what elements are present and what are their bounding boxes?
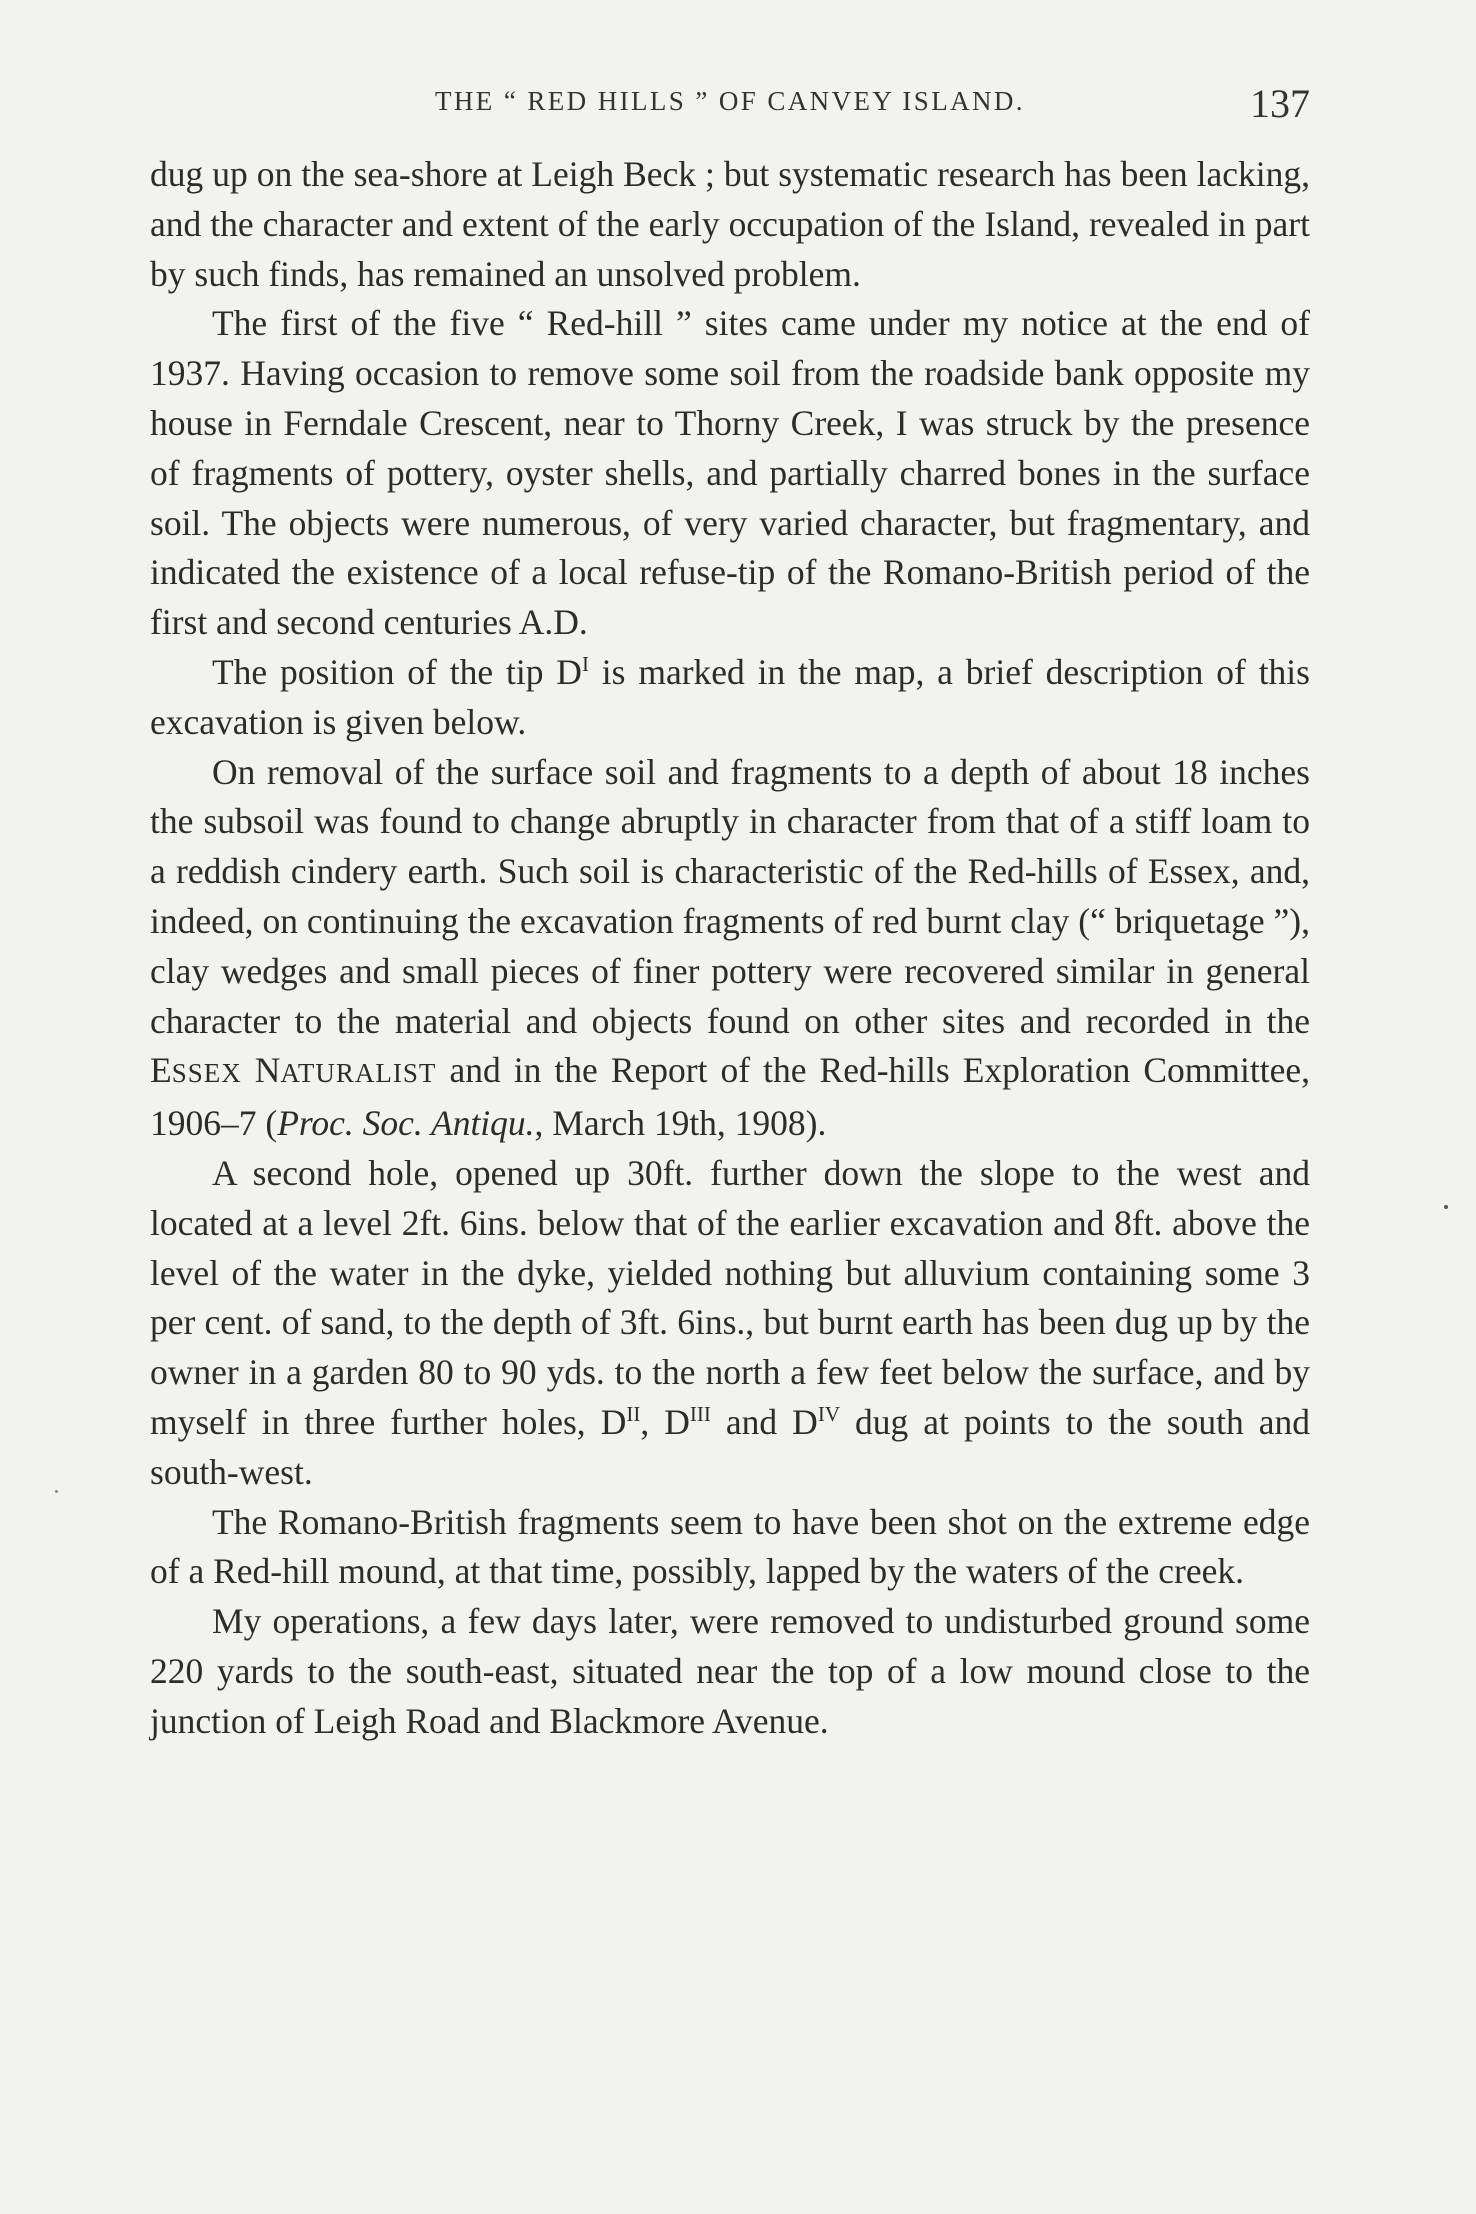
body-text bbox=[150, 150, 1310, 1747]
running-head bbox=[150, 80, 1310, 130]
text-run: , D bbox=[640, 1401, 690, 1442]
small-caps-initial: N bbox=[254, 1050, 281, 1091]
text-run: and in the Report of the Red-hills Exploration Committee, 1906–7 ( bbox=[150, 1050, 1310, 1144]
superscript: I bbox=[581, 652, 589, 677]
paragraph-first-site: The first of the five “ Red-hill ” sites came under my notice at the end of 1937. Having occasion to remove some soil from the roadside bank opposite my house in Ferndale Crescent, near to Thorny Creek, I was struck by the presence of fragments of pottery, oyster shells, and partially charred bones in the surface soil. The objects were numerous, of very varied character, but fragmentary, and indicated the existence of a local refuse-tip of the Romano-British period of the first and second centuries A.D. bbox=[150, 303, 1310, 643]
paragraph-continuation: dug up on the sea-shore at Leigh Beck ; but systematic research has been lacking, and the character and extent of the early occupation of the Island, revealed in part by such finds, has remained an unsolved problem. bbox=[150, 154, 1310, 294]
text-run: The position of the tip D bbox=[212, 651, 582, 692]
page-number: 137 bbox=[1250, 81, 1310, 126]
text-run: and D bbox=[710, 1401, 818, 1442]
superscript: II bbox=[626, 1402, 641, 1427]
paragraph-tip-position bbox=[150, 648, 1310, 748]
paragraph-subsoil bbox=[150, 748, 1310, 1149]
superscript: IV bbox=[817, 1402, 840, 1427]
paragraph-fragments: The Romano-British fragments seem to have been shot on the extreme edge of a Red-hill mound, at that time, possibly, lapped by the waters of the creek. bbox=[150, 1501, 1310, 1592]
running-title: THE “ RED HILLS ” OF CANVEY ISLAND. bbox=[435, 86, 1025, 116]
paragraph-operations: My operations, a few days later, were removed to undisturbed ground some 220 yards to the south-east, situated near the top of a low mound close to the junction of Leigh Road and Blackmore Avenue. bbox=[150, 1601, 1310, 1741]
text-run: On removal of the surface soil and fragments to a depth of about 18 inches the subsoil was found to change abruptly in character from that of a stiff loam to a reddish cindery earth. Such soil is characteristic of the Red-hills of Essex, and, indeed, on continuing the excavation fragments of red burnt clay (“ briquetage ”), clay wedges and small pieces of finer pottery were recovered similar in general character to the material and objects found on other sites and recorded in the bbox=[150, 751, 1310, 1041]
italic-citation: Proc. Soc. Antiqu. bbox=[277, 1103, 535, 1144]
paper-speck bbox=[1444, 1205, 1448, 1209]
text-run: A second hole, opened up 30ft. further down the slope to the west and located at a level 2ft. 6ins. below that of the earlier excavation and 8ft. above the level of the water in the dyke, yielded nothing but alluvium containing some 3 per cent. of sand, to the depth of 3ft. 6ins., but burnt earth has been dug up by the owner in a garden 80 to 90 yds. to the north a few feet below the surface, and by myself in three further holes, D bbox=[150, 1152, 1310, 1442]
small-caps-rest: SSEX bbox=[171, 1058, 242, 1089]
text-run: dug at points to the south and south-west. bbox=[150, 1401, 1310, 1492]
small-caps-rest: ATURALIST bbox=[280, 1058, 437, 1089]
paper-speck bbox=[55, 1490, 58, 1493]
superscript: III bbox=[689, 1402, 711, 1427]
paragraph-second-hole bbox=[150, 1149, 1310, 1498]
text-run: , March 19th, 1908). bbox=[534, 1103, 827, 1144]
small-caps-initial: E bbox=[150, 1050, 172, 1091]
text-run: is marked in the map, a brief description of this excavation is given below. bbox=[150, 651, 1310, 742]
